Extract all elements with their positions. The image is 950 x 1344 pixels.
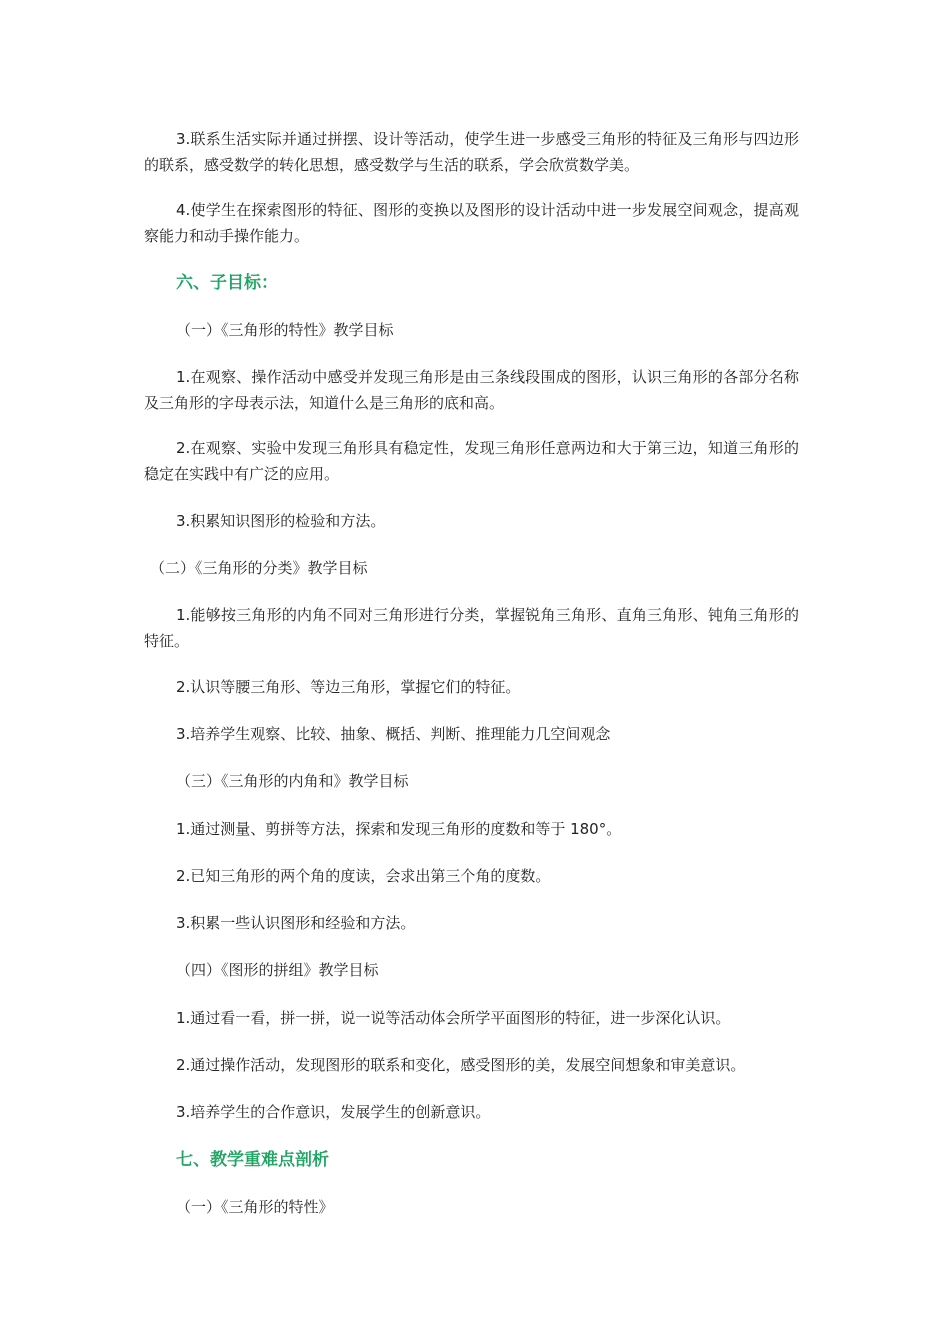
list-item: 2.已知三角形的两个角的度读，会求出第三个角的度数。	[176, 867, 551, 885]
list-item: 3.积累知识图形的检验和方法。	[176, 512, 386, 530]
paragraph-goal-4: 4.使学生在探索图形的特征、图形的变换以及图形的设计活动中进一步发展空间观念，提高观察能力和动手操作能力。	[144, 201, 799, 245]
subsection-title: （一）《三角形的特性》	[176, 1198, 334, 1216]
list-item: 1.在观察、操作活动中感受并发现三角形是由三条线段围成的图形，认识三角形的各部分名称及三角形的字母表示法，知道什么是三角形的底和高。	[144, 368, 799, 412]
list-item: 3.培养学生的合作意识，发展学生的创新意识。	[176, 1103, 491, 1121]
list-item: 2.在观察、实验中发现三角形具有稳定性，发现三角形任意两边和大于第三边，知道三角形的稳定在实践中有广泛的应用。	[144, 439, 799, 483]
section-7-heading: 七、教学重难点剖析	[176, 1150, 329, 1170]
subsection-2-title: （二）《三角形的分类》教学目标	[150, 559, 368, 577]
paragraph-goal-3: 3.联系生活实际并通过拼摆、设计等活动，使学生进一步感受三角形的特征及三角形与四边形的联系，感受数学的转化思想，感受数学与生活的联系，学会欣赏数学美。	[144, 130, 799, 174]
list-item: 1.能够按三角形的内角不同对三角形进行分类，掌握锐角三角形、直角三角形、钝角三角形的特征。	[144, 606, 799, 650]
subsection-1-title: （一）《三角形的特性》教学目标	[176, 321, 394, 339]
list-item: 3.积累一些认识图形和经验和方法。	[176, 914, 416, 932]
list-item: 2.通过操作活动，发现图形的联系和变化，感受图形的美，发展空间想象和审美意识。	[176, 1056, 746, 1074]
subsection-4-title: （四）《图形的拼组》教学目标	[176, 961, 379, 979]
list-item: 3.培养学生观察、比较、抽象、概括、判断、推理能力几空间观念	[176, 725, 611, 743]
subsection-3-title: （三）《三角形的内角和》教学目标	[176, 772, 409, 790]
list-item: 2.认识等腰三角形、等边三角形，掌握它们的特征。	[176, 678, 521, 696]
section-6-heading: 六、子目标：	[176, 273, 278, 293]
list-item: 1.通过看一看，拼一拼，说一说等活动体会所学平面图形的特征，进一步深化认识。	[176, 1009, 731, 1027]
list-item: 1.通过测量、剪拼等方法，探索和发现三角形的度数和等于 180°。	[176, 820, 622, 838]
